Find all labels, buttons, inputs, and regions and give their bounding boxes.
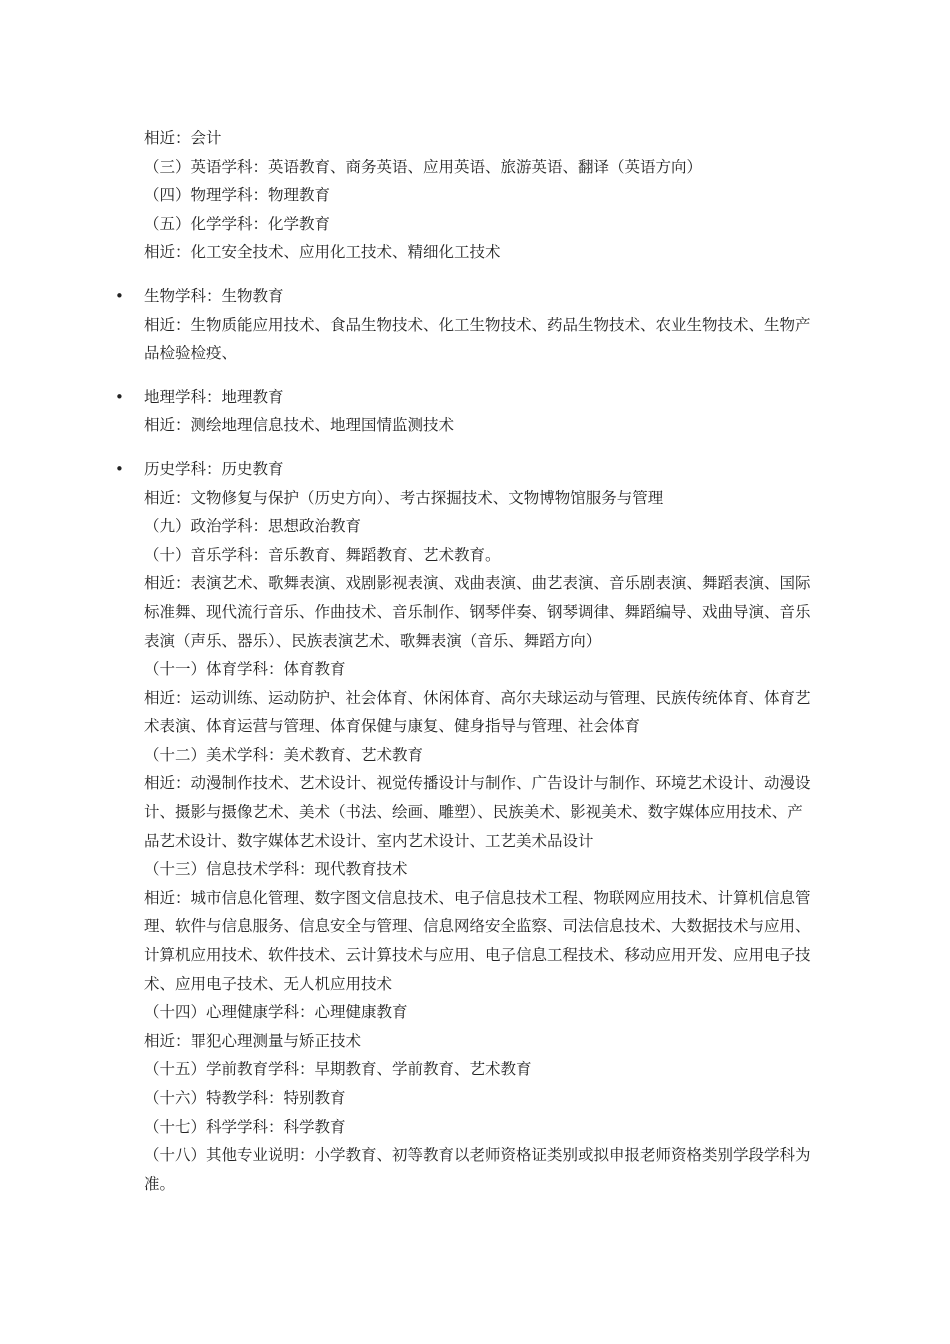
bullet-item bbox=[115, 455, 814, 512]
text-line: 相近：会计 bbox=[144, 129, 222, 147]
text-line: （十六）特教学科：特别教育 bbox=[144, 1089, 346, 1107]
bullet-icon: • bbox=[115, 286, 124, 305]
text-line: （十一）体育学科：体育教育 bbox=[144, 660, 346, 679]
bullet-icon: • bbox=[115, 387, 124, 406]
bullet-item bbox=[115, 282, 814, 368]
text-line: （十五）学前教育学科：早期教育、学前教育、艺术教育 bbox=[144, 1060, 532, 1079]
bullet-item bbox=[115, 383, 814, 440]
text-line: （十八）其他专业说明：小学教育、初等教育以老师资格证类别或拟申报老师资格类别学段学科为准。 bbox=[144, 1146, 811, 1193]
document-body bbox=[115, 124, 814, 1198]
text-line: （五）化学学科：化学教育 bbox=[144, 214, 331, 233]
text-line: 相近：表演艺术、歌舞表演、戏剧影视表演、戏曲表演、曲艺表演、音乐剧表演、舞蹈表演、国际标准舞、现代流行音乐、作曲技术、音乐制作、钢琴伴奏、钢琴调律、舞蹈编导、戏曲导演、音乐表演（声乐、器乐）、民族表演艺术、歌舞表演（音乐、舞蹈方向） bbox=[144, 574, 811, 650]
text-line: （十七）科学学科：科学教育 bbox=[144, 1117, 346, 1136]
text-line: （十三）信息技术学科：现代教育技术 bbox=[144, 860, 408, 879]
text-line: （十四）心理健康学科：心理健康教育 bbox=[144, 1003, 408, 1022]
text-line: （四）物理学科：物理教育 bbox=[144, 186, 331, 205]
bullet-title: 地理学科：地理教育 bbox=[144, 387, 284, 406]
spacer bbox=[144, 440, 814, 455]
text-line: （十）音乐学科：音乐教育、舞蹈教育、艺术教育。 bbox=[144, 545, 501, 564]
bullet-title: 生物学科：生物教育 bbox=[144, 286, 284, 305]
text-line: （九）政治学科：思想政治教育 bbox=[144, 517, 362, 536]
bullet-icon: • bbox=[115, 459, 124, 478]
text-line: （三）英语学科：英语教育、商务英语、应用英语、旅游英语、翻译（英语方向） bbox=[144, 157, 703, 176]
spacer bbox=[144, 368, 814, 383]
text-line: （十二）美术学科：美术教育、艺术教育 bbox=[144, 745, 424, 764]
bullet-title: 历史学科：历史教育 bbox=[144, 459, 284, 478]
bullet-detail: 相近：测绘地理信息技术、地理国情监测技术 bbox=[144, 416, 455, 435]
bullet-detail: 相近：文物修复与保护（历史方向）、考古探掘技术、文物博物馆服务与管理 bbox=[144, 488, 664, 507]
text-line: 相近：城市信息化管理、数字图文信息技术、电子信息技术工程、物联网应用技术、计算机信息管理、软件与信息服务、信息安全与管理、信息网络安全监察、司法信息技术、大数据技术与应用、计算机应用技术、软件技术、云计算技术与应用、电子信息工程技术、移动应用开发、应用电子技术、应用电子技术、无人机应用技术 bbox=[144, 888, 811, 993]
text-line: 相近：化工安全技术、应用化工技术、精细化工技术 bbox=[144, 243, 501, 262]
text-line: 相近：罪犯心理测量与矫正技术 bbox=[144, 1031, 362, 1050]
text-line: 相近：运动训练、运动防护、社会体育、休闲体育、高尔夫球运动与管理、民族传统体育、体育艺术表演、体育运营与管理、体育保健与康复、健身指导与管理、社会体育 bbox=[144, 688, 811, 736]
spacer bbox=[144, 267, 814, 282]
bullet-detail: 相近：生物质能应用技术、食品生物技术、化工生物技术、药品生物技术、农业生物技术、生物产品检验检疫、 bbox=[144, 315, 811, 363]
text-line: 相近：动漫制作技术、艺术设计、视觉传播设计与制作、广告设计与制作、环境艺术设计、动漫设计、摄影与摄像艺术、美术（书法、绘画、雕塑）、民族美术、影视美术、数字媒体应用技术、产品艺术设计、数字媒体艺术设计、室内艺术设计、工艺美术品设计 bbox=[144, 774, 811, 850]
